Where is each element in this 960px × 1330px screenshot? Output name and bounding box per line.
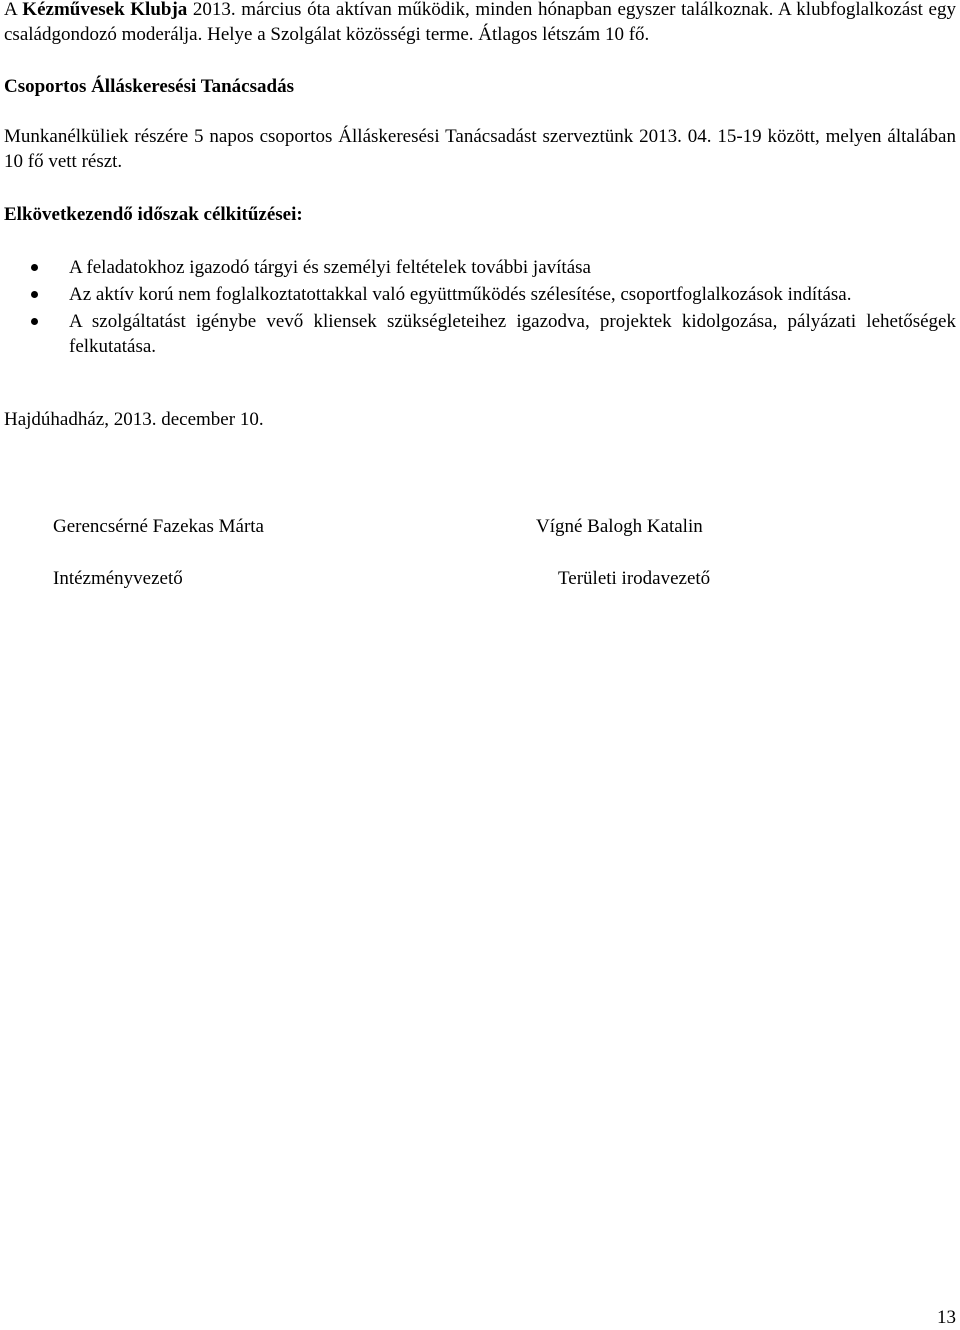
bullet-icon — [31, 264, 38, 271]
section-job-text: Munkanélküliek részére 5 napos csoportos Álláskeresési Tanácsadást szerveztünk 2013. 04. 15-19 között, melyen általában 10 fő vett részt. — [4, 126, 956, 172]
goal-text: Az aktív korú nem foglalkoztatottakkal való együttműködés szélesítése, csoportfoglalkozások indítása. — [69, 284, 852, 305]
signature-left-name: Gerencsérné Fazekas Márta — [53, 516, 264, 537]
page-number: 13 — [937, 1307, 956, 1328]
bullet-icon — [31, 318, 38, 325]
goals-list — [4, 255, 956, 361]
goal-text: A szolgáltatást igénybe vevő kliensek szükségleteihez igazodva, projektek kidolgozása, pályázati lehetőségek felkutatása. — [69, 311, 956, 357]
goal-item — [4, 255, 956, 280]
place-date: Hajdúhadház, 2013. december 10. — [4, 409, 264, 430]
bullet-icon — [31, 291, 38, 298]
intro-paragraph — [4, 0, 956, 47]
goal-text: A feladatokhoz igazodó tárgyi és személyi feltételek további javítása — [69, 257, 591, 278]
section-job-title: Csoportos Álláskeresési Tanácsadás — [4, 76, 294, 97]
goals-title: Elkövetkezendő időszak célkitűzései: — [4, 204, 303, 225]
goal-item — [4, 282, 956, 307]
intro-text: 2013. március óta aktívan működik, minden hónapban egyszer találkoznak. A klubfoglalkozást egy családgondozó moderálja. Helye a Szolgálat közösségi terme. Átlagos létszám 10 fő. — [4, 0, 956, 45]
signature-left-title: Intézményvezető — [53, 568, 183, 589]
signature-right-name: Vígné Balogh Katalin — [536, 516, 703, 537]
signature-right-title: Területi irodavezető — [558, 568, 711, 589]
club-name: Kézművesek Klubja — [22, 0, 188, 20]
goal-item — [4, 309, 956, 359]
intro-prefix: A — [4, 0, 23, 20]
